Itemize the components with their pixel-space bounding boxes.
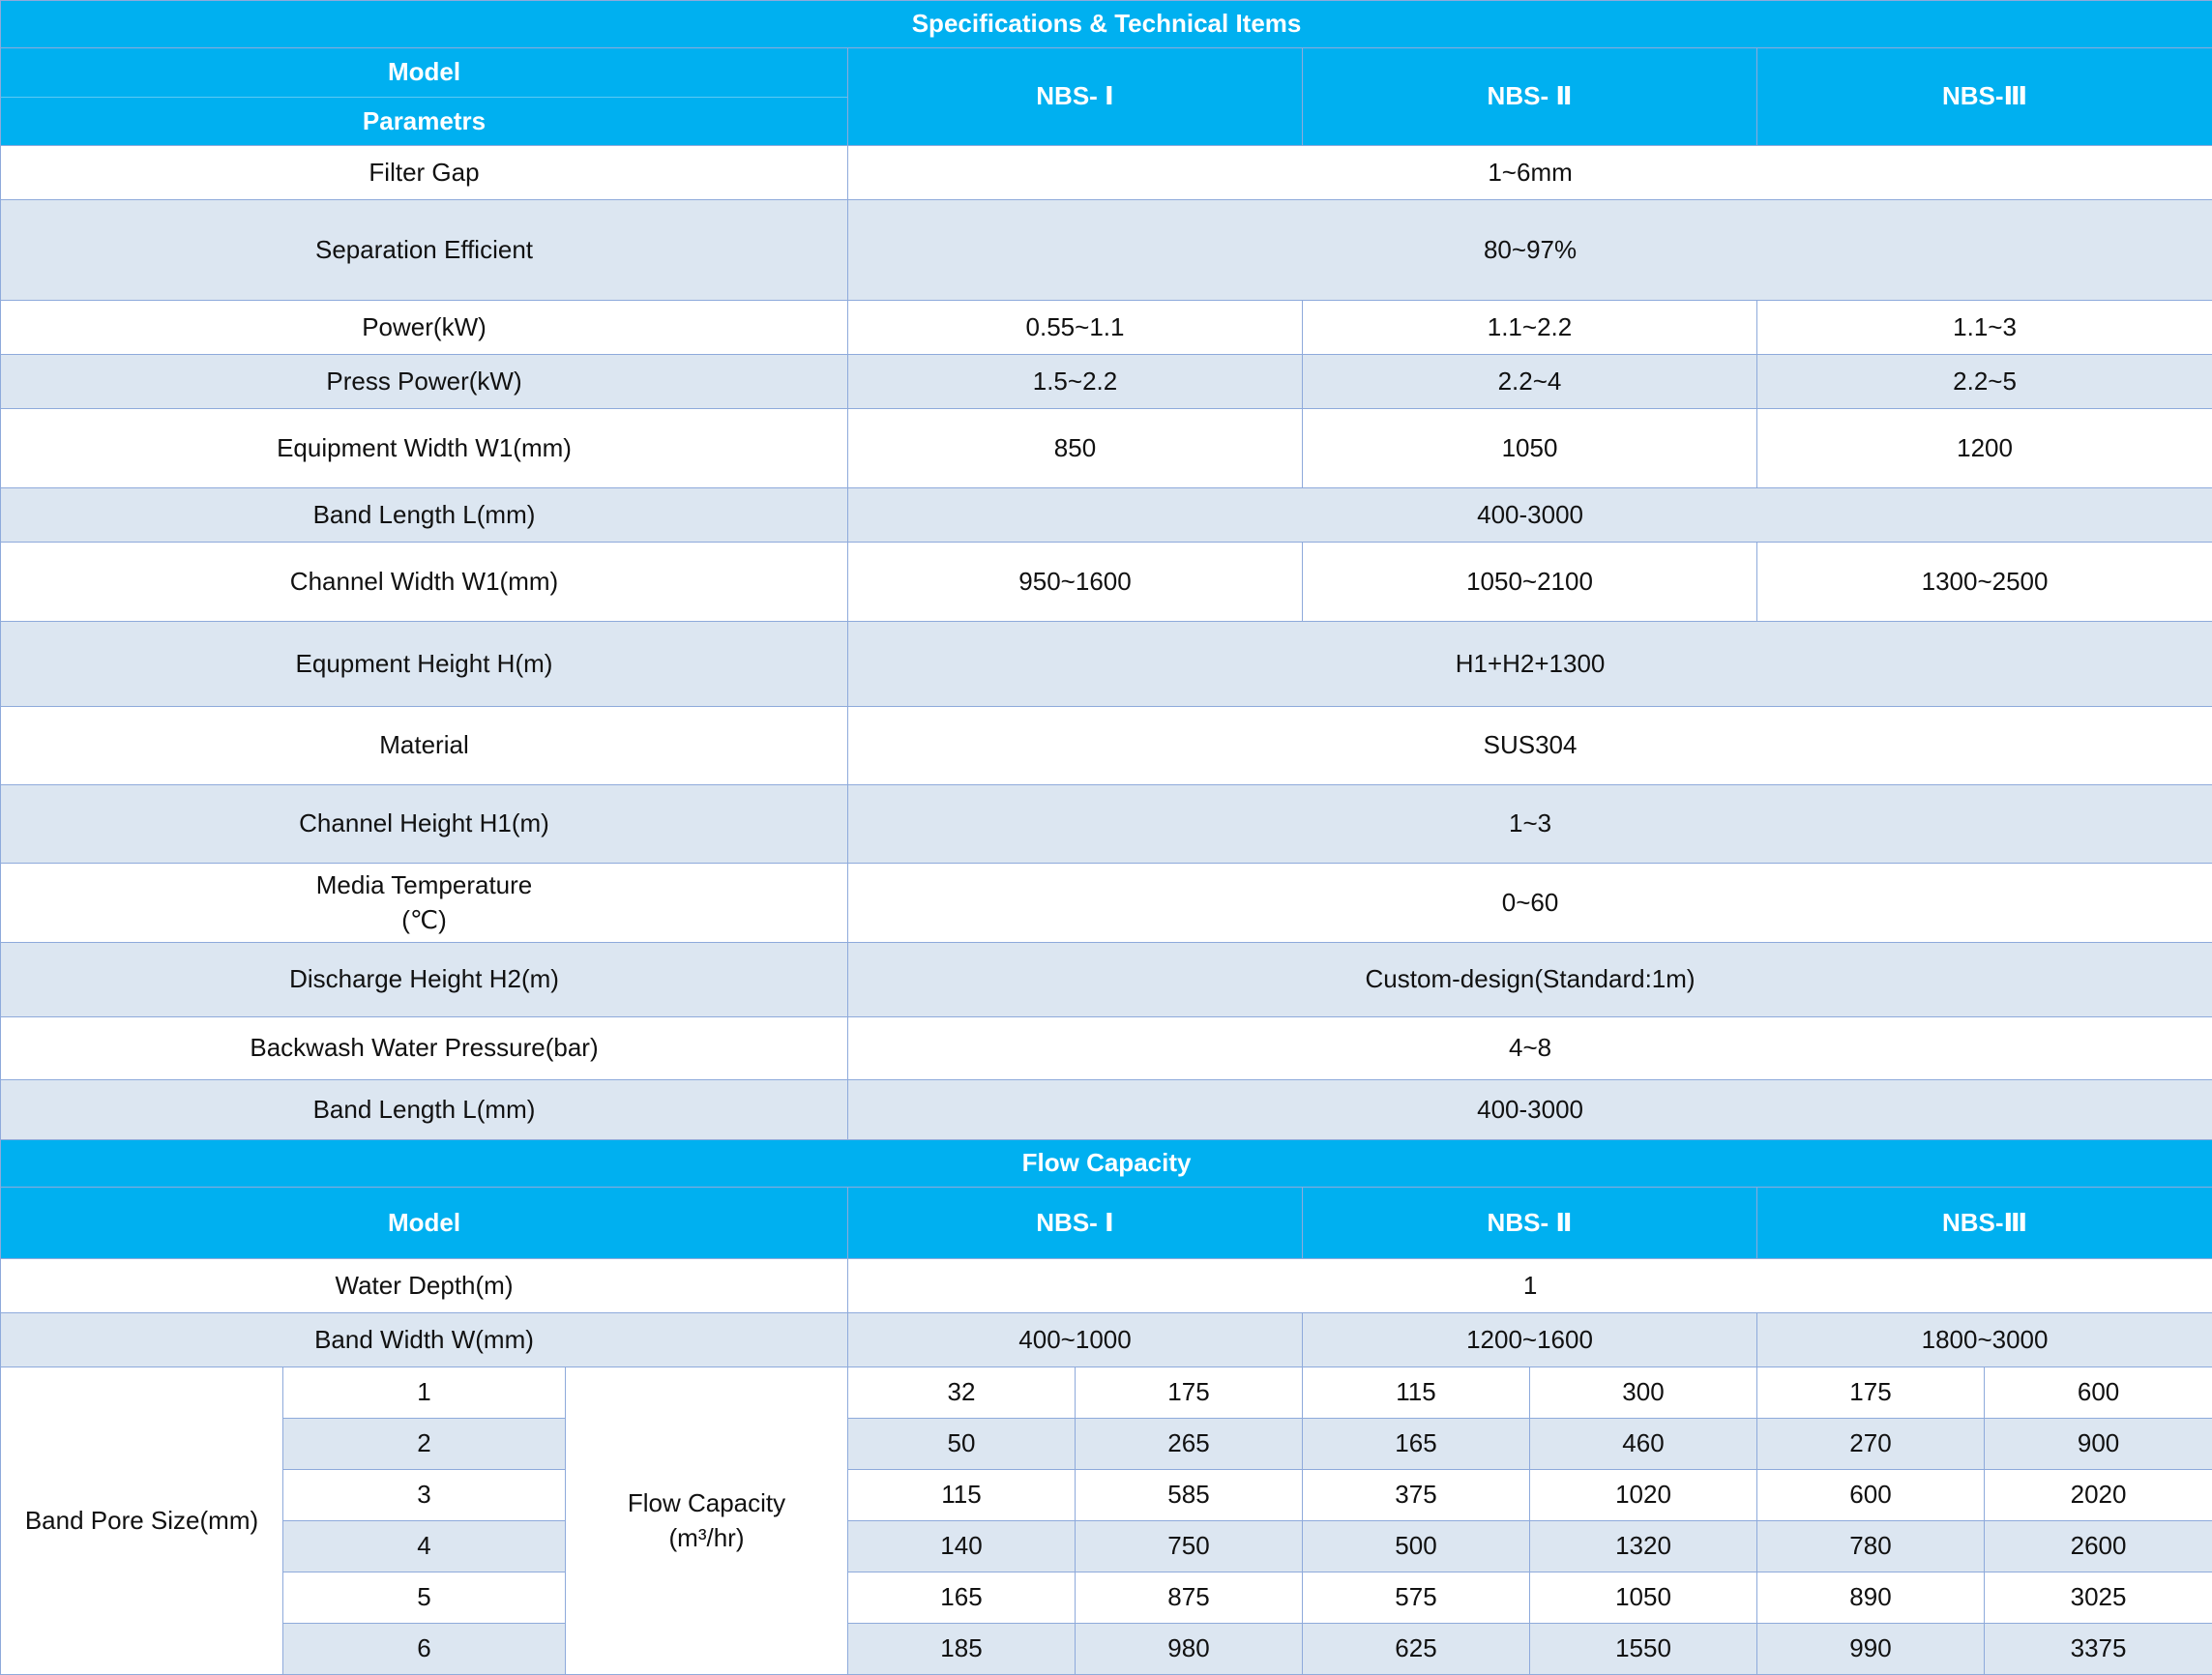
row-value: 1050~2100 (1303, 543, 1757, 622)
flow-value: 625 (1303, 1624, 1530, 1675)
flow-value: 175 (1757, 1367, 1985, 1419)
flow-value: 890 (1757, 1572, 1985, 1624)
row-value: 400-3000 (848, 1080, 2212, 1140)
flow-value: 165 (1303, 1419, 1530, 1470)
table-row (1, 864, 2212, 943)
flow-header-model-1: NBS- Ⅰ (848, 1188, 1303, 1259)
row-label: Filter Gap (1, 146, 848, 200)
flow-value: 460 (1530, 1419, 1757, 1470)
row-value: 1.1~2.2 (1303, 301, 1757, 355)
row-label: Band Width W(mm) (1, 1313, 848, 1367)
flow-capacity-label (566, 1367, 848, 1675)
table-row (1, 301, 2212, 355)
flow-value: 2600 (1985, 1521, 2212, 1572)
table-row (1, 543, 2212, 622)
flow-value: 1020 (1530, 1470, 1757, 1521)
flow-value: 500 (1303, 1521, 1530, 1572)
row-value: 1~6mm (848, 146, 2212, 200)
row-value: 80~97% (848, 200, 2212, 301)
table-row (1, 1521, 2212, 1572)
flow-header-model: Model (1, 1188, 848, 1259)
row-value: 1200~1600 (1303, 1313, 1757, 1367)
row-label: Discharge Height H2(m) (1, 943, 848, 1017)
flow-value: 115 (1303, 1367, 1530, 1419)
row-label: Material (1, 707, 848, 785)
flow-value: 50 (848, 1419, 1076, 1470)
model-parameters-header (1, 48, 848, 146)
row-value: 1200 (1757, 409, 2212, 488)
row-label: Equpment Height H(m) (1, 622, 848, 707)
row-value: 1~3 (848, 785, 2212, 864)
row-label-line1: Media Temperature (7, 868, 841, 902)
row-label: Separation Efficient (1, 200, 848, 301)
flow-title: Flow Capacity (1, 1140, 2212, 1188)
flow-value: 980 (1076, 1624, 1303, 1675)
pore-size-value: 4 (283, 1521, 566, 1572)
flow-value: 175 (1076, 1367, 1303, 1419)
row-value: 0~60 (848, 864, 2212, 943)
row-value: 1050 (1303, 409, 1757, 488)
row-label: Press Power(kW) (1, 355, 848, 409)
table-row (1, 146, 2212, 200)
flow-value: 1320 (1530, 1521, 1757, 1572)
flow-value: 575 (1303, 1572, 1530, 1624)
flow-value: 875 (1076, 1572, 1303, 1624)
row-value: 0.55~1.1 (848, 301, 1303, 355)
flow-capacity-label-line1: Flow Capacity (572, 1486, 841, 1520)
flow-value: 32 (848, 1367, 1076, 1419)
pore-size-value: 6 (283, 1624, 566, 1675)
row-label: Channel Height H1(m) (1, 785, 848, 864)
table-row (1, 1624, 2212, 1675)
row-value: 1.5~2.2 (848, 355, 1303, 409)
header-model-1: NBS- Ⅰ (848, 48, 1303, 146)
flow-value: 1050 (1530, 1572, 1757, 1624)
header-model-3: NBS-Ⅲ (1757, 48, 2212, 146)
table-row (1, 1470, 2212, 1521)
row-label: Channel Width W1(mm) (1, 543, 848, 622)
row-value: 1300~2500 (1757, 543, 2212, 622)
row-label: Backwash Water Pressure(bar) (1, 1017, 848, 1080)
header-model-label: Model (1, 48, 847, 98)
flow-value: 165 (848, 1572, 1076, 1624)
table-row (1, 488, 2212, 543)
table-row (1, 1367, 2212, 1419)
flow-header-model-2: NBS- Ⅱ (1303, 1188, 1757, 1259)
pore-size-value: 5 (283, 1572, 566, 1624)
row-value: 2.2~4 (1303, 355, 1757, 409)
pore-size-value: 1 (283, 1367, 566, 1419)
flow-value: 265 (1076, 1419, 1303, 1470)
row-label: Band Length L(mm) (1, 1080, 848, 1140)
table-row (1, 1259, 2212, 1313)
row-value: 2.2~5 (1757, 355, 2212, 409)
spec-title: Specifications & Technical Items (1, 1, 2212, 48)
row-label: Power(kW) (1, 301, 848, 355)
flow-value: 115 (848, 1470, 1076, 1521)
row-value: 4~8 (848, 1017, 2212, 1080)
flow-value: 780 (1757, 1521, 1985, 1572)
row-value: 1800~3000 (1757, 1313, 2212, 1367)
row-value: Custom-design(Standard:1m) (848, 943, 2212, 1017)
flow-value: 750 (1076, 1521, 1303, 1572)
flow-value: 900 (1985, 1419, 2212, 1470)
pore-size-value: 2 (283, 1419, 566, 1470)
row-value: SUS304 (848, 707, 2212, 785)
flow-value: 2020 (1985, 1470, 2212, 1521)
table-row (1, 409, 2212, 488)
row-label: Water Depth(m) (1, 1259, 848, 1313)
flow-value: 990 (1757, 1624, 1985, 1675)
table-row (1, 943, 2212, 1017)
flow-value: 300 (1530, 1367, 1757, 1419)
flow-header-model-3: NBS-Ⅲ (1757, 1188, 2212, 1259)
table-row (1, 1419, 2212, 1470)
row-label: Band Length L(mm) (1, 488, 848, 543)
row-value: 850 (848, 409, 1303, 488)
flow-value: 3375 (1985, 1624, 2212, 1675)
row-label: Equipment Width W1(mm) (1, 409, 848, 488)
flow-value: 600 (1985, 1367, 2212, 1419)
table-row (1, 707, 2212, 785)
pore-size-label: Band Pore Size(mm) (1, 1367, 283, 1675)
table-row (1, 1572, 2212, 1624)
table-row (1, 200, 2212, 301)
row-value: 1.1~3 (1757, 301, 2212, 355)
row-value: H1+H2+1300 (848, 622, 2212, 707)
flow-value: 3025 (1985, 1572, 2212, 1624)
flow-value: 585 (1076, 1470, 1303, 1521)
table-row (1, 1313, 2212, 1367)
flow-value: 185 (848, 1624, 1076, 1675)
flow-value: 375 (1303, 1470, 1530, 1521)
header-model-2: NBS- Ⅱ (1303, 48, 1757, 146)
flow-value: 1550 (1530, 1624, 1757, 1675)
table-row (1, 1080, 2212, 1140)
row-label (1, 864, 848, 943)
flow-value: 140 (848, 1521, 1076, 1572)
row-value: 950~1600 (848, 543, 1303, 622)
table-row (1, 785, 2212, 864)
flow-value: 270 (1757, 1419, 1985, 1470)
pore-size-value: 3 (283, 1470, 566, 1521)
flow-capacity-label-line2: (m³/hr) (572, 1521, 841, 1555)
row-value: 400~1000 (848, 1313, 1303, 1367)
row-label-line2: (℃) (7, 903, 841, 937)
table-row (1, 1017, 2212, 1080)
table-row (1, 355, 2212, 409)
row-value: 400-3000 (848, 488, 2212, 543)
header-params-label: Parametrs (1, 98, 847, 146)
flow-value: 600 (1757, 1470, 1985, 1521)
table-row (1, 622, 2212, 707)
row-value: 1 (848, 1259, 2212, 1313)
